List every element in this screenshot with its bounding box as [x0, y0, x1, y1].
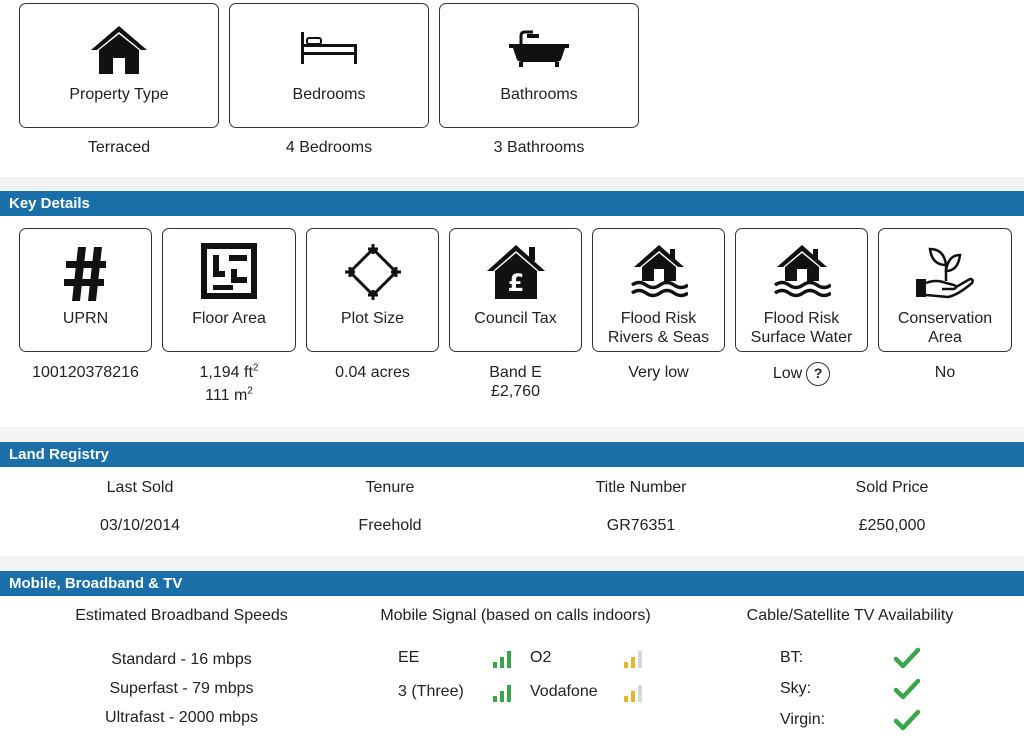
plot-icon: [307, 243, 438, 301]
tv-provider-bt: BT:: [780, 649, 804, 666]
land-registry-header: Land Registry: [0, 442, 1024, 467]
floor-area-m: 111 m: [205, 387, 248, 404]
plot-size-value: 0.04 acres: [335, 364, 410, 381]
operator-ee: EE: [398, 649, 420, 666]
council-tax-amount: £2,760: [491, 383, 540, 400]
floor-area-card: [162, 228, 296, 352]
conservation-card: [878, 228, 1012, 352]
flood-rivers-label-1: Flood Risk: [620, 310, 697, 327]
tenure-header: Tenure: [365, 479, 415, 496]
bathrooms-label: Bathrooms: [500, 86, 578, 103]
floor-area-ft: 1,194 ft: [199, 364, 253, 381]
property-type-label: Property Type: [69, 86, 169, 103]
plot-size-card: [306, 228, 439, 352]
conservation-label-2: Area: [928, 329, 962, 346]
property-type-value: Terraced: [87, 139, 151, 156]
key-details-header: Key Details: [0, 191, 1024, 216]
flood-surface-label-2: Surface Water: [750, 329, 853, 346]
council-tax-card: [449, 228, 582, 352]
floor-area-ft-sup: 2: [252, 362, 259, 374]
bedrooms-value: 4 Bedrooms: [285, 139, 373, 156]
operator-o2: O2: [530, 649, 552, 666]
check-icon: [894, 678, 920, 700]
signal-bars-icon: [492, 683, 512, 703]
last-sold-header: Last Sold: [106, 479, 174, 496]
plot-size-label: Plot Size: [340, 310, 405, 327]
bed-icon: [230, 30, 428, 66]
help-icon[interactable]: ?: [806, 362, 830, 386]
bathtub-icon: [440, 30, 638, 68]
title-number-header: Title Number: [595, 479, 687, 496]
conservation-value: No: [934, 364, 956, 381]
bedrooms-label: Bedrooms: [292, 86, 366, 103]
broadband-heading: Estimated Broadband Speeds: [75, 607, 288, 624]
flood-rivers-value: Very low: [628, 364, 689, 381]
section-spacer: [0, 177, 1024, 191]
speed-superfast: Superfast - 79 mbps: [109, 680, 254, 697]
house-icon: [20, 24, 218, 76]
title-number-value: GR76351: [606, 517, 676, 534]
signal-bars-icon: [623, 683, 643, 703]
signal-bars-icon: [492, 649, 512, 669]
speed-standard: Standard - 16 mbps: [111, 651, 252, 668]
council-tax-value: [449, 363, 582, 401]
bathrooms-card: [439, 3, 639, 128]
sold-price-value: £250,000: [858, 517, 926, 534]
floorplan-icon: [163, 243, 295, 299]
flood-icon: [593, 243, 724, 301]
council-tax-band: Band E: [489, 364, 542, 381]
flood-icon: [736, 243, 867, 301]
mobile-signal-heading: Mobile Signal (based on calls indoors): [380, 607, 651, 624]
uprn-card: [19, 228, 152, 352]
plant-hand-icon: [879, 241, 1011, 301]
sold-price-header: Sold Price: [855, 479, 929, 496]
signal-bars-icon: [623, 649, 643, 669]
floor-area-value: [162, 363, 296, 405]
svg-text:£: £: [507, 269, 524, 297]
uprn-value: 100120378216: [32, 364, 139, 381]
operator-vodafone: Vodafone: [530, 683, 598, 700]
council-tax-icon: [450, 243, 581, 301]
tv-heading: Cable/Satellite TV Availability: [746, 607, 954, 624]
flood-surface-value: [735, 362, 868, 386]
uprn-label: UPRN: [62, 310, 109, 327]
operator-three: 3 (Three): [398, 683, 464, 700]
flood-surface-label-1: Flood Risk: [763, 310, 840, 327]
tv-provider-virgin: Virgin:: [780, 711, 826, 728]
floor-area-m-sup: 2: [247, 385, 253, 397]
section-spacer: [0, 427, 1024, 442]
bathrooms-value: 3 Bathrooms: [493, 139, 585, 156]
check-icon: [894, 647, 920, 669]
speed-ultrafast: Ultrafast - 2000 mbps: [105, 709, 258, 726]
flood-rivers-card: [592, 228, 725, 352]
mobile-broadband-header: Mobile, Broadband & TV: [0, 571, 1024, 596]
flood-surface-card: [735, 228, 868, 352]
check-icon: [894, 709, 920, 731]
tv-provider-sky: Sky:: [780, 680, 812, 697]
flood-rivers-label-2: Rivers & Seas: [607, 329, 710, 346]
bedrooms-card: [229, 3, 429, 128]
section-spacer: [0, 556, 1024, 571]
last-sold-value: 03/10/2014: [99, 517, 181, 534]
flood-surface-level: Low: [772, 365, 803, 383]
tenure-value: Freehold: [358, 517, 422, 534]
floor-area-label: Floor Area: [192, 310, 266, 327]
council-tax-label: Council Tax: [474, 310, 557, 327]
property-type-card: [19, 3, 219, 128]
conservation-label-1: Conservation: [897, 310, 993, 327]
hash-icon: [20, 245, 151, 303]
